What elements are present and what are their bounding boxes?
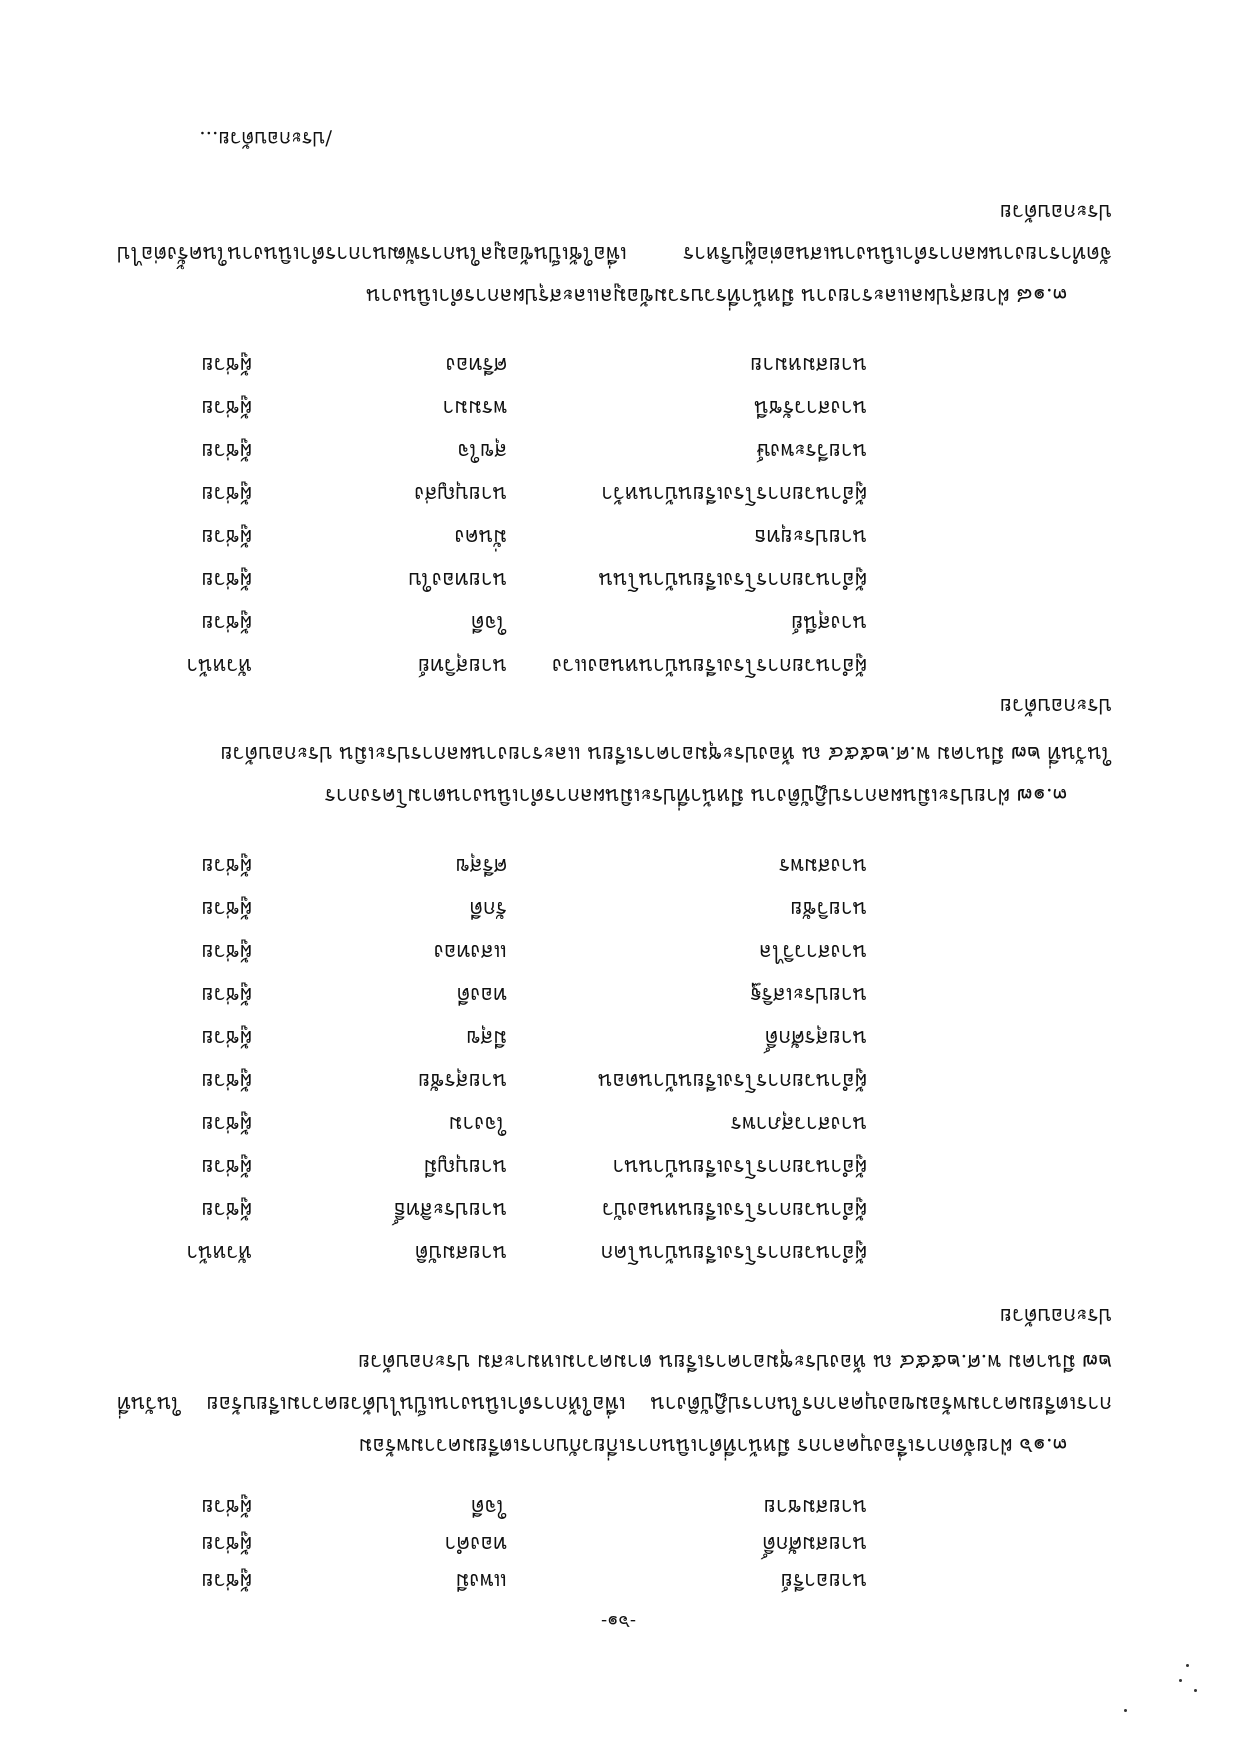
person-role: ผู้ช่วย bbox=[201, 897, 252, 921]
table-row bbox=[0, 523, 1237, 553]
position-title: นายสุรศักดิ์ bbox=[764, 1026, 867, 1050]
scan-speck bbox=[1179, 1679, 1182, 1682]
person-role: ผู้ช่วย bbox=[201, 1155, 252, 1179]
table-row bbox=[0, 652, 1237, 682]
person-name: นายบุญส่ง bbox=[414, 482, 507, 506]
position-title: นายประเสริฐ bbox=[749, 983, 867, 1007]
position-title: นางสาวสุภาพร bbox=[730, 1112, 867, 1136]
section-label: ประกอบด้วย bbox=[999, 1304, 1112, 1328]
person-name: มีสุข bbox=[465, 1026, 507, 1050]
person-name: รักดี bbox=[469, 897, 507, 921]
section-heading: ๓.๑๗ ฝ่ายประเมินผลการปฏิบัติงาน มีหน้าที่ประเมินผลการดำเนินงานตามโครงการ bbox=[324, 784, 1067, 808]
table-row bbox=[0, 1024, 1237, 1054]
position-title: นายวิชัย bbox=[790, 897, 867, 921]
position-title: นายสมหมาย bbox=[750, 353, 867, 377]
section-heading: ๓.๑๘ ฝ่ายสรุปผลและรายงาน มีหน้าที่รวบรวมข้อมูลและสรุปผลการดำเนินงาน bbox=[366, 284, 1067, 308]
scan-speck bbox=[1194, 1689, 1197, 1692]
person-name: ศรีสุข bbox=[455, 854, 507, 878]
person-name: ทองคำ bbox=[444, 1532, 507, 1556]
scan-speck bbox=[1186, 1664, 1189, 1667]
person-name: แพงมี bbox=[455, 1569, 507, 1593]
person-role: ผู้ช่วย bbox=[201, 854, 252, 878]
person-name: ใจดี bbox=[470, 1495, 507, 1519]
table-row bbox=[0, 852, 1237, 882]
person-role: ผู้ช่วย bbox=[201, 1069, 252, 1093]
person-role: ผู้ช่วย bbox=[201, 568, 252, 592]
position-title: ผู้อำนวยการโรงเรียนหนองบัว bbox=[601, 1198, 867, 1222]
person-role: ผู้ช่วย bbox=[201, 1198, 252, 1222]
table-row bbox=[0, 609, 1237, 639]
person-role: ผู้ช่วย bbox=[201, 1532, 252, 1556]
person-name: นายบุญมี bbox=[423, 1155, 507, 1179]
table-row bbox=[0, 1067, 1237, 1097]
person-name: พรมมา bbox=[442, 396, 507, 420]
position-title: นางสมพร bbox=[778, 854, 867, 878]
table-row bbox=[0, 1567, 1237, 1597]
position-title: ผู้อำนวยการโรงเรียนบ้านโคก bbox=[600, 1241, 867, 1265]
person-name: ใจงาม bbox=[448, 1112, 507, 1136]
person-role: ผู้ช่วย bbox=[201, 1495, 252, 1519]
person-role: ผู้ช่วย bbox=[201, 353, 252, 377]
table-row bbox=[0, 566, 1237, 596]
person-role: ผู้ช่วย bbox=[201, 983, 252, 1007]
table-row bbox=[0, 981, 1237, 1011]
table-row bbox=[0, 1493, 1237, 1523]
table-row bbox=[0, 1153, 1237, 1183]
person-name: แสงทอง bbox=[433, 940, 507, 964]
person-name: ทองดี bbox=[456, 983, 507, 1007]
person-role: หัวหน้า bbox=[186, 1241, 252, 1265]
section-paragraph bbox=[117, 191, 1112, 317]
table-row bbox=[0, 938, 1237, 968]
person-role: ผู้ช่วย bbox=[201, 396, 252, 420]
person-role: ผู้ช่วย bbox=[201, 1569, 252, 1593]
table-row bbox=[0, 437, 1237, 467]
continuation-note: /ประกอบด้วย... bbox=[199, 127, 332, 151]
section-paragraph bbox=[117, 733, 1112, 817]
position-title: ผู้อำนวยการโรงเรียนบ้านหนองแวง bbox=[552, 654, 867, 678]
person-role: ผู้ช่วย bbox=[201, 611, 252, 635]
table-row bbox=[0, 895, 1237, 925]
position-title: ผู้อำนวยการโรงเรียนบ้านหว้า bbox=[601, 482, 867, 506]
table-row bbox=[0, 1530, 1237, 1560]
person-role: ผู้ช่วย bbox=[201, 525, 252, 549]
table-row bbox=[0, 1196, 1237, 1226]
person-role: ผู้ช่วย bbox=[201, 482, 252, 506]
person-name: นายทองใบ bbox=[408, 568, 507, 592]
position-title: นายสมชาย bbox=[763, 1495, 867, 1519]
table-row bbox=[0, 1239, 1237, 1269]
person-role: หัวหน้า bbox=[186, 654, 252, 678]
section-body: ในวันที่ ๒๗ มีนาคม พ.ศ.๒๕๕๔ ณ ห้องประชุมอาคารเรียน และรายงานผลการประเมิน ประกอบด้วย bbox=[220, 742, 1112, 766]
person-name: สุขใจ bbox=[457, 439, 507, 463]
position-title: นางสาวรัชนี bbox=[754, 396, 867, 420]
person-name: มั่นคง bbox=[454, 525, 507, 549]
scan-speck bbox=[1124, 1709, 1127, 1712]
page-number: -๖๑- bbox=[601, 1611, 637, 1632]
person-name: นายสุรชัย bbox=[417, 1069, 507, 1093]
person-name: นายสมบัติ bbox=[414, 1241, 507, 1265]
section-paragraph bbox=[117, 1341, 1112, 1467]
section-body: การเตรียมความพร้อมของบุคลากรในการปฏิบัติงาน เพื่อให้การดำเนินงานเป็นไปด้วยความเรียบร้อย ในวันที่ ๒๗ มีนาคม พ.ศ.๒๕๕๔ ณ ห้องประชุมอาคารเรียน ตามความเหมาะสม ประกอบด้วย bbox=[117, 1350, 1112, 1416]
table-row bbox=[0, 1110, 1237, 1140]
section-heading: ๓.๑๖ ฝ่ายจัดการเรื่องบุคลากร มีหน้าที่ดำเนินการเกี่ยวกับการเตรียมความพร้อม bbox=[358, 1434, 1067, 1458]
table-row bbox=[0, 394, 1237, 424]
position-title: นายอารีย์ bbox=[780, 1569, 867, 1593]
position-title: ผู้อำนวยการโรงเรียนบ้านนา bbox=[612, 1155, 867, 1179]
table-row bbox=[0, 351, 1237, 381]
position-title: นางสาววิไล bbox=[758, 940, 867, 964]
section-body: จัดทำรายงานผลการดำเนินงานเสนอต่อผู้บริหาร เพื่อใช้เป็นข้อมูลในการพัฒนาการดำเนินงานในครั้งต่อไป ประกอบด้วย bbox=[117, 200, 1112, 266]
position-title: นางสุนีย์ bbox=[791, 611, 867, 635]
position-title: นายวีระพงษ์ bbox=[756, 439, 867, 463]
person-role: ผู้ช่วย bbox=[201, 1112, 252, 1136]
section-label: ประกอบด้วย bbox=[999, 694, 1112, 718]
person-name: ศรีทอง bbox=[445, 353, 507, 377]
person-role: ผู้ช่วย bbox=[201, 439, 252, 463]
person-name: นายสุวิทย์ bbox=[417, 654, 507, 678]
person-role: ผู้ช่วย bbox=[201, 1026, 252, 1050]
person-name: ใจดี bbox=[470, 611, 507, 635]
position-title: นายสมศักดิ์ bbox=[762, 1532, 867, 1556]
person-role: ผู้ช่วย bbox=[201, 940, 252, 964]
position-title: ผู้อำนวยการโรงเรียนบ้านดอน bbox=[598, 1069, 867, 1093]
person-name: นายประสิทธิ์ bbox=[393, 1198, 507, 1222]
position-title: ผู้อำนวยการโรงเรียนบ้านโนน bbox=[598, 568, 867, 592]
position-title: นายประยุทธ bbox=[753, 525, 867, 549]
table-row bbox=[0, 480, 1237, 510]
